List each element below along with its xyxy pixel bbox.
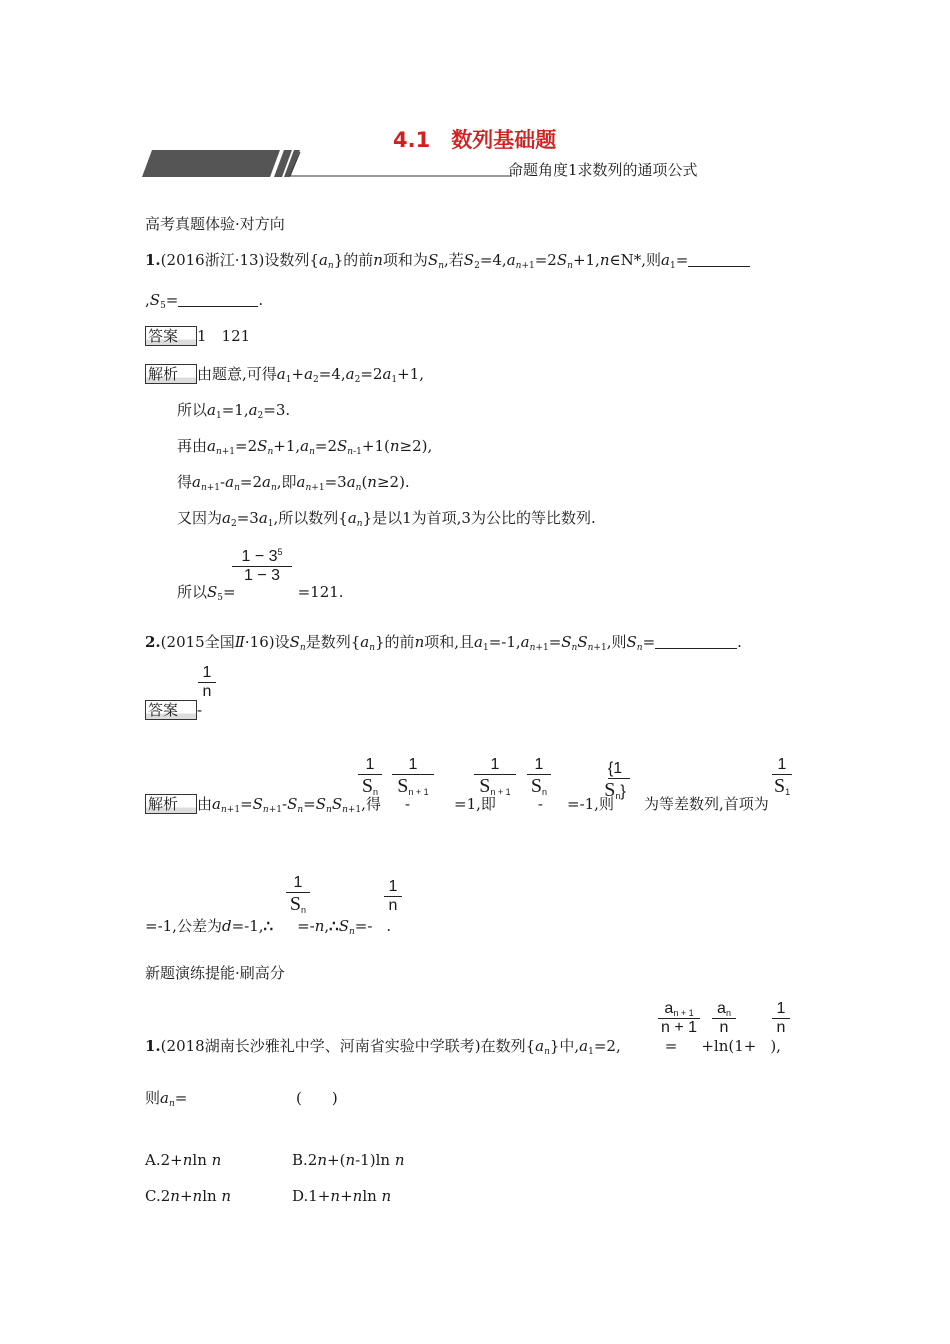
subtitle: 命题角度1求数列的通项公式 [508, 161, 698, 179]
analysis-row-2: 解析 由$a_{n+1}=S_{n+1}-S_n=S_nS_{n+1}$,得 - =1,即 - =-1,则 为等差数列,首项为 [145, 794, 769, 814]
question-2-stem: 2.(2015全国Ⅱ·16)设$S_n$是数列$\{a_n\}$的前n项和,且$a_1=-1,a_{n+1}=S_nS_{n+1}$,则$S_n=$ . [145, 633, 742, 653]
option-a[interactable]: A.2+nln n [145, 1151, 222, 1169]
fraction-an1-over-n1: $\frac{a_{n + 1}}{n + 1}$ [658, 1000, 700, 1037]
answer-blank[interactable] [688, 252, 750, 267]
fraction-1-over-sn-b: $\frac{1}{S_n}$ [527, 756, 551, 798]
analysis-line: =-1,公差为d=-1,∴ $=-n,\therefore S_n=-$ . [145, 917, 392, 937]
section-heading-2: 新题演练提能·刷高分 [145, 964, 285, 982]
fraction-1-over-n: $\frac{1}{n}$ [384, 878, 402, 915]
option-d[interactable]: D.1+n+nln n [292, 1187, 392, 1205]
answer-row-1 [145, 326, 250, 346]
fraction-1-over-sn: $\frac{1}{S_n}$ [358, 756, 382, 798]
question-number: 1. [145, 251, 161, 269]
question-number: 1. [145, 1037, 161, 1055]
answer-label: 答案 [145, 700, 197, 720]
analysis-label: 解析 [145, 364, 197, 384]
page-title: 4.1 数列基础题 [393, 128, 557, 152]
fraction-1-over-s1: $\frac{1}{S_1}$ [774, 756, 791, 797]
option-c[interactable]: C.2n+nln n [145, 1187, 232, 1205]
section-heading-1: 高考真题体验·对方向 [145, 215, 285, 233]
question-number: 2. [145, 633, 161, 651]
fraction-s5: $\frac{1 - 3^5}{1 - 3}$ [232, 548, 292, 585]
question-1-stem: 1.(2016浙江·13)设数列$\{a_n\}$的前n项和为$S_n$,若$S_2=4,a_{n+1}=2S_n+1,n\in N*$,则$a_1=$ [145, 250, 750, 270]
question-3-stem: 1.(2018湖南长沙雅礼中学、河南省实验中学联考)在数列$\{a_n\}$中$,a_1=2$, = +ln(1+ ), [145, 1037, 781, 1057]
answer-value: 1 121 [197, 327, 251, 345]
question-1-stem-cont: $,S_5=$ . [145, 291, 264, 311]
analysis-row-1: 解析 由题意,可得$a_1+a_2=4,a_2=2a_1+1$, [145, 364, 424, 384]
analysis-line: 再由$a_{n+1}=2S_n+1,a_n=2S_{n-1}+1(n\ge 2)$, [177, 437, 433, 457]
analysis-label: 解析 [145, 794, 197, 814]
fraction-answer-2: 1 n [198, 664, 216, 701]
analysis-line: 所以$S_5= =121$. [177, 583, 344, 603]
sequence-braces: {1 $S_n$} [600, 760, 630, 802]
fraction-1-over-sn1-b: $\frac{1}{S_{n + 1}}$ [474, 756, 516, 798]
fraction-1-over-sn1: $\frac{1}{S_{n + 1}}$ [392, 756, 434, 798]
analysis-line: 所以$a_1=1,a_2=3$. [177, 401, 291, 421]
question-3-stem-cont: 则$a_n=$ [145, 1089, 188, 1109]
answer-label: 答案 [145, 326, 197, 346]
fraction-1-over-n-b: $\frac{1}{n}$ [772, 1000, 790, 1037]
analysis-line: 又因为$a_2=3a_1$,所以数列$\{a_n\}$是以1为首项,3为公比的等比数列. [177, 509, 596, 529]
analysis-line: 得$a_{n+1}-a_n=2a_n$,即$a_{n+1}=3a_n(n\ge 2)$. [177, 473, 410, 493]
answer-blank[interactable] [655, 634, 737, 649]
fraction-1-over-sn-c: $\frac{1}{S_n}$ [286, 874, 310, 916]
choice-paren[interactable]: ( ) [296, 1089, 338, 1107]
answer-row-2: 答案 - [145, 700, 202, 720]
answer-blank[interactable] [178, 292, 258, 307]
fraction-an-over-n: $\frac{a_n}{n}$ [712, 1000, 736, 1037]
title-banner-decoration [142, 150, 512, 180]
option-b[interactable]: B.2n+(n-1)ln n [292, 1151, 405, 1169]
